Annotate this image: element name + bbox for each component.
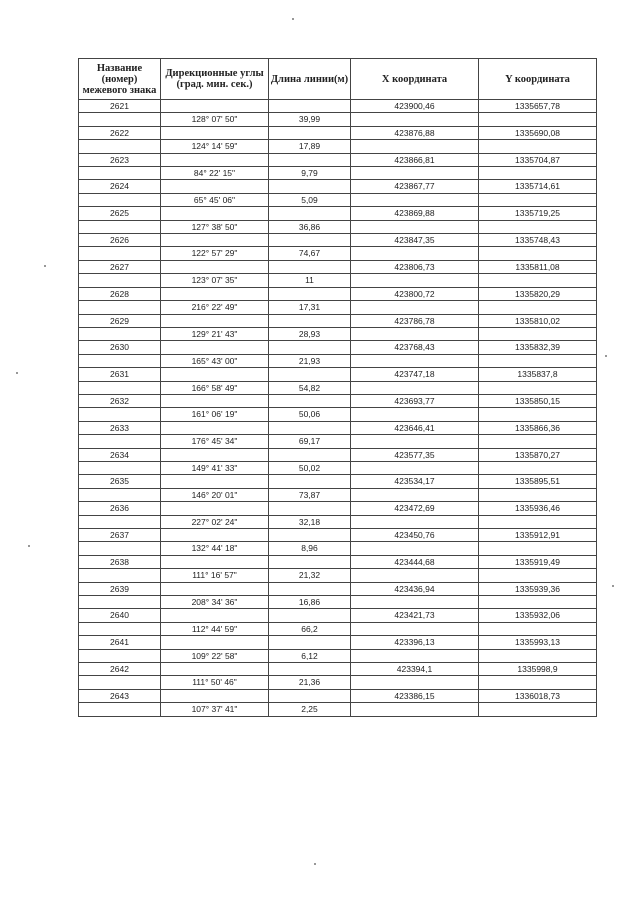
direction-angle-cell: 166° 58' 49": [161, 381, 269, 394]
marker-name-cell: 2633: [79, 421, 161, 434]
empty-cell: [479, 649, 597, 662]
empty-cell: [79, 703, 161, 716]
y-coordinate-cell: 1336018,73: [479, 689, 597, 702]
line-length-cell: 21,93: [269, 354, 351, 367]
empty-cell: [479, 435, 597, 448]
table-row: [79, 636, 597, 649]
empty-cell: [269, 448, 351, 461]
line-length-cell: 73,87: [269, 488, 351, 501]
empty-cell: [269, 689, 351, 702]
empty-cell: [161, 180, 269, 193]
table-row: [79, 408, 597, 421]
x-coordinate-cell: 423869,88: [351, 207, 479, 220]
empty-cell: [161, 582, 269, 595]
empty-cell: [479, 596, 597, 609]
line-length-cell: 2,25: [269, 703, 351, 716]
marker-name-cell: 2642: [79, 663, 161, 676]
x-coordinate-cell: 423450,76: [351, 529, 479, 542]
x-coordinate-cell: 423396,13: [351, 636, 479, 649]
table-row: [79, 368, 597, 381]
scan-speck: [292, 18, 294, 20]
marker-name-cell: 2634: [79, 448, 161, 461]
empty-cell: [269, 207, 351, 220]
empty-cell: [79, 435, 161, 448]
empty-cell: [161, 529, 269, 542]
empty-cell: [351, 193, 479, 206]
empty-cell: [269, 314, 351, 327]
empty-cell: [479, 542, 597, 555]
table-row: [79, 301, 597, 314]
line-length-cell: 8,96: [269, 542, 351, 555]
marker-name-cell: 2637: [79, 529, 161, 542]
x-coordinate-cell: 423444,68: [351, 555, 479, 568]
direction-angle-cell: 176° 45' 34": [161, 435, 269, 448]
table-row: [79, 515, 597, 528]
empty-cell: [479, 408, 597, 421]
empty-cell: [79, 649, 161, 662]
y-coordinate-cell: 1335932,06: [479, 609, 597, 622]
scan-speck: [605, 355, 607, 357]
line-length-cell: 39,99: [269, 113, 351, 126]
marker-name-cell: 2622: [79, 126, 161, 139]
scan-speck: [314, 863, 316, 865]
empty-cell: [79, 301, 161, 314]
empty-cell: [479, 676, 597, 689]
empty-cell: [351, 274, 479, 287]
direction-angle-cell: 122° 57' 29": [161, 247, 269, 260]
empty-cell: [479, 327, 597, 340]
line-length-cell: 54,82: [269, 381, 351, 394]
x-coordinate-cell: 423421,73: [351, 609, 479, 622]
header-direction-angle: Дирекционные углы (град. мин. сек.): [161, 59, 269, 100]
empty-cell: [161, 421, 269, 434]
marker-name-cell: 2643: [79, 689, 161, 702]
empty-cell: [79, 167, 161, 180]
line-length-cell: 21,32: [269, 569, 351, 582]
table-row: [79, 676, 597, 689]
table-row: [79, 100, 597, 113]
marker-name-cell: 2641: [79, 636, 161, 649]
line-length-cell: 17,31: [269, 301, 351, 314]
marker-name-cell: 2627: [79, 260, 161, 273]
empty-cell: [161, 100, 269, 113]
y-coordinate-cell: 1335832,39: [479, 341, 597, 354]
empty-cell: [161, 207, 269, 220]
empty-cell: [479, 461, 597, 474]
empty-cell: [351, 301, 479, 314]
empty-cell: [269, 475, 351, 488]
empty-cell: [479, 301, 597, 314]
empty-cell: [269, 555, 351, 568]
line-length-cell: 28,93: [269, 327, 351, 340]
line-length-cell: 21,36: [269, 676, 351, 689]
table-row: [79, 488, 597, 501]
table-row: [79, 649, 597, 662]
header-y-coordinate: Y координата: [479, 59, 597, 100]
table-row: [79, 689, 597, 702]
empty-cell: [79, 461, 161, 474]
empty-cell: [269, 663, 351, 676]
x-coordinate-cell: 423876,88: [351, 126, 479, 139]
table-row: [79, 341, 597, 354]
empty-cell: [269, 100, 351, 113]
table-row: [79, 394, 597, 407]
empty-cell: [161, 663, 269, 676]
y-coordinate-cell: 1335811,08: [479, 260, 597, 273]
empty-cell: [351, 220, 479, 233]
empty-cell: [269, 126, 351, 139]
empty-cell: [79, 247, 161, 260]
empty-cell: [161, 502, 269, 515]
table-row: [79, 247, 597, 260]
y-coordinate-cell: 1335993,13: [479, 636, 597, 649]
table-row: [79, 502, 597, 515]
empty-cell: [79, 113, 161, 126]
coordinates-table: [78, 58, 597, 717]
line-length-cell: 69,17: [269, 435, 351, 448]
empty-cell: [79, 193, 161, 206]
y-coordinate-cell: 1335998,9: [479, 663, 597, 676]
direction-angle-cell: 128° 07' 50": [161, 113, 269, 126]
table-row: [79, 703, 597, 716]
empty-cell: [79, 676, 161, 689]
y-coordinate-cell: 1335748,43: [479, 234, 597, 247]
table-row: [79, 234, 597, 247]
table-row: [79, 180, 597, 193]
scan-speck: [612, 585, 614, 587]
x-coordinate-cell: 423577,35: [351, 448, 479, 461]
empty-cell: [161, 260, 269, 273]
empty-cell: [351, 649, 479, 662]
marker-name-cell: 2621: [79, 100, 161, 113]
empty-cell: [79, 381, 161, 394]
empty-cell: [269, 421, 351, 434]
table-body: [79, 100, 597, 717]
empty-cell: [269, 368, 351, 381]
empty-cell: [479, 488, 597, 501]
empty-cell: [79, 140, 161, 153]
direction-angle-cell: 216° 22' 49": [161, 301, 269, 314]
y-coordinate-cell: 1335895,51: [479, 475, 597, 488]
empty-cell: [161, 314, 269, 327]
empty-cell: [161, 234, 269, 247]
x-coordinate-cell: 423394,1: [351, 663, 479, 676]
direction-angle-cell: 111° 50' 46": [161, 676, 269, 689]
marker-name-cell: 2635: [79, 475, 161, 488]
empty-cell: [161, 555, 269, 568]
x-coordinate-cell: 423747,18: [351, 368, 479, 381]
empty-cell: [269, 502, 351, 515]
table-row: [79, 609, 597, 622]
marker-name-cell: 2625: [79, 207, 161, 220]
empty-cell: [79, 327, 161, 340]
table-row: [79, 529, 597, 542]
empty-cell: [351, 596, 479, 609]
empty-cell: [351, 167, 479, 180]
x-coordinate-cell: 423646,41: [351, 421, 479, 434]
marker-name-cell: 2631: [79, 368, 161, 381]
direction-angle-cell: 124° 14' 59": [161, 140, 269, 153]
empty-cell: [79, 274, 161, 287]
empty-cell: [479, 113, 597, 126]
direction-angle-cell: 165° 43' 00": [161, 354, 269, 367]
empty-cell: [479, 381, 597, 394]
y-coordinate-cell: 1335936,46: [479, 502, 597, 515]
empty-cell: [161, 689, 269, 702]
x-coordinate-cell: 423867,77: [351, 180, 479, 193]
empty-cell: [479, 220, 597, 233]
empty-cell: [79, 220, 161, 233]
empty-cell: [351, 140, 479, 153]
direction-angle-cell: 107° 37' 41": [161, 703, 269, 716]
marker-name-cell: 2639: [79, 582, 161, 595]
empty-cell: [269, 636, 351, 649]
table-row: [79, 663, 597, 676]
x-coordinate-cell: 423386,15: [351, 689, 479, 702]
y-coordinate-cell: 1335912,91: [479, 529, 597, 542]
empty-cell: [351, 488, 479, 501]
x-coordinate-cell: 423806,73: [351, 260, 479, 273]
scan-speck: [44, 265, 46, 267]
line-length-cell: 32,18: [269, 515, 351, 528]
header-marker-name: Название (номер) межевого знака: [79, 59, 161, 100]
marker-name-cell: 2632: [79, 394, 161, 407]
empty-cell: [351, 435, 479, 448]
empty-cell: [351, 676, 479, 689]
table-row: [79, 140, 597, 153]
empty-cell: [161, 636, 269, 649]
direction-angle-cell: 123° 07' 35": [161, 274, 269, 287]
marker-name-cell: 2630: [79, 341, 161, 354]
empty-cell: [79, 569, 161, 582]
empty-cell: [351, 327, 479, 340]
empty-cell: [479, 247, 597, 260]
empty-cell: [351, 381, 479, 394]
table-row: [79, 274, 597, 287]
marker-name-cell: 2623: [79, 153, 161, 166]
x-coordinate-cell: 423472,69: [351, 502, 479, 515]
table-row: [79, 126, 597, 139]
direction-angle-cell: 127° 38' 50": [161, 220, 269, 233]
scan-speck: [16, 372, 18, 374]
marker-name-cell: 2628: [79, 287, 161, 300]
direction-angle-cell: 84° 22' 15": [161, 167, 269, 180]
direction-angle-cell: 146° 20' 01": [161, 488, 269, 501]
empty-cell: [161, 341, 269, 354]
table-row: [79, 260, 597, 273]
x-coordinate-cell: 423847,35: [351, 234, 479, 247]
empty-cell: [79, 515, 161, 528]
marker-name-cell: 2626: [79, 234, 161, 247]
x-coordinate-cell: 423534,17: [351, 475, 479, 488]
empty-cell: [351, 461, 479, 474]
empty-cell: [479, 622, 597, 635]
empty-cell: [351, 542, 479, 555]
empty-cell: [351, 113, 479, 126]
line-length-cell: 5,09: [269, 193, 351, 206]
empty-cell: [351, 569, 479, 582]
table-row: [79, 327, 597, 340]
empty-cell: [269, 287, 351, 300]
table-row: [79, 220, 597, 233]
y-coordinate-cell: 1335837,8: [479, 368, 597, 381]
x-coordinate-cell: 423866,81: [351, 153, 479, 166]
y-coordinate-cell: 1335704,87: [479, 153, 597, 166]
x-coordinate-cell: 423800,72: [351, 287, 479, 300]
header-line-length: Длина линии(м): [269, 59, 351, 100]
table-row: [79, 461, 597, 474]
empty-cell: [79, 354, 161, 367]
empty-cell: [351, 247, 479, 260]
empty-cell: [479, 140, 597, 153]
table-row: [79, 207, 597, 220]
boundary-coordinates-sheet: [78, 58, 596, 717]
empty-cell: [79, 488, 161, 501]
table-row: [79, 314, 597, 327]
line-length-cell: 17,89: [269, 140, 351, 153]
table-row: [79, 113, 597, 126]
direction-angle-cell: 227° 02' 24": [161, 515, 269, 528]
empty-cell: [351, 515, 479, 528]
table-row: [79, 153, 597, 166]
table-row: [79, 475, 597, 488]
line-length-cell: 6,12: [269, 649, 351, 662]
x-coordinate-cell: 423768,43: [351, 341, 479, 354]
marker-name-cell: 2624: [79, 180, 161, 193]
table-row: [79, 381, 597, 394]
table-row: [79, 354, 597, 367]
empty-cell: [269, 260, 351, 273]
marker-name-cell: 2636: [79, 502, 161, 515]
empty-cell: [479, 569, 597, 582]
empty-cell: [351, 703, 479, 716]
empty-cell: [161, 153, 269, 166]
empty-cell: [269, 609, 351, 622]
direction-angle-cell: 149° 41' 33": [161, 461, 269, 474]
y-coordinate-cell: 1335690,08: [479, 126, 597, 139]
empty-cell: [79, 596, 161, 609]
line-length-cell: 50,06: [269, 408, 351, 421]
table-row: [79, 596, 597, 609]
table-row: [79, 421, 597, 434]
line-length-cell: 36,86: [269, 220, 351, 233]
empty-cell: [269, 234, 351, 247]
table-row: [79, 555, 597, 568]
empty-cell: [479, 515, 597, 528]
y-coordinate-cell: 1335657,78: [479, 100, 597, 113]
y-coordinate-cell: 1335919,49: [479, 555, 597, 568]
direction-angle-cell: 208° 34' 36": [161, 596, 269, 609]
direction-angle-cell: 129° 21' 43": [161, 327, 269, 340]
empty-cell: [351, 354, 479, 367]
empty-cell: [161, 126, 269, 139]
table-row: [79, 435, 597, 448]
y-coordinate-cell: 1335719,25: [479, 207, 597, 220]
empty-cell: [351, 622, 479, 635]
empty-cell: [479, 193, 597, 206]
empty-cell: [161, 287, 269, 300]
empty-cell: [479, 274, 597, 287]
direction-angle-cell: 65° 45' 06": [161, 193, 269, 206]
line-length-cell: 74,67: [269, 247, 351, 260]
marker-name-cell: 2638: [79, 555, 161, 568]
y-coordinate-cell: 1335850,15: [479, 394, 597, 407]
direction-angle-cell: 111° 16' 57": [161, 569, 269, 582]
scan-speck: [28, 545, 30, 547]
table-row: [79, 287, 597, 300]
y-coordinate-cell: 1335939,36: [479, 582, 597, 595]
empty-cell: [479, 354, 597, 367]
direction-angle-cell: 109° 22' 58": [161, 649, 269, 662]
y-coordinate-cell: 1335866,36: [479, 421, 597, 434]
table-header-row: [79, 59, 597, 100]
direction-angle-cell: 112° 44' 59": [161, 622, 269, 635]
empty-cell: [161, 475, 269, 488]
table-row: [79, 582, 597, 595]
y-coordinate-cell: 1335810,02: [479, 314, 597, 327]
empty-cell: [269, 582, 351, 595]
empty-cell: [269, 394, 351, 407]
line-length-cell: 9,79: [269, 167, 351, 180]
marker-name-cell: 2629: [79, 314, 161, 327]
empty-cell: [269, 180, 351, 193]
empty-cell: [161, 368, 269, 381]
x-coordinate-cell: 423436,94: [351, 582, 479, 595]
empty-cell: [269, 529, 351, 542]
table-row: [79, 542, 597, 555]
empty-cell: [479, 703, 597, 716]
empty-cell: [351, 408, 479, 421]
empty-cell: [161, 448, 269, 461]
marker-name-cell: 2640: [79, 609, 161, 622]
empty-cell: [269, 341, 351, 354]
line-length-cell: 50,02: [269, 461, 351, 474]
empty-cell: [79, 408, 161, 421]
line-length-cell: 16,86: [269, 596, 351, 609]
direction-angle-cell: 132° 44' 18": [161, 542, 269, 555]
table-row: [79, 167, 597, 180]
empty-cell: [269, 153, 351, 166]
header-x-coordinate: X координата: [351, 59, 479, 100]
x-coordinate-cell: 423900,46: [351, 100, 479, 113]
y-coordinate-cell: 1335820,29: [479, 287, 597, 300]
table-row: [79, 569, 597, 582]
y-coordinate-cell: 1335714,61: [479, 180, 597, 193]
x-coordinate-cell: 423786,78: [351, 314, 479, 327]
y-coordinate-cell: 1335870,27: [479, 448, 597, 461]
table-row: [79, 193, 597, 206]
empty-cell: [79, 542, 161, 555]
empty-cell: [161, 609, 269, 622]
empty-cell: [479, 167, 597, 180]
x-coordinate-cell: 423693,77: [351, 394, 479, 407]
line-length-cell: 66,2: [269, 622, 351, 635]
line-length-cell: 11: [269, 274, 351, 287]
table-row: [79, 448, 597, 461]
empty-cell: [161, 394, 269, 407]
direction-angle-cell: 161° 06' 19": [161, 408, 269, 421]
table-row: [79, 622, 597, 635]
empty-cell: [79, 622, 161, 635]
